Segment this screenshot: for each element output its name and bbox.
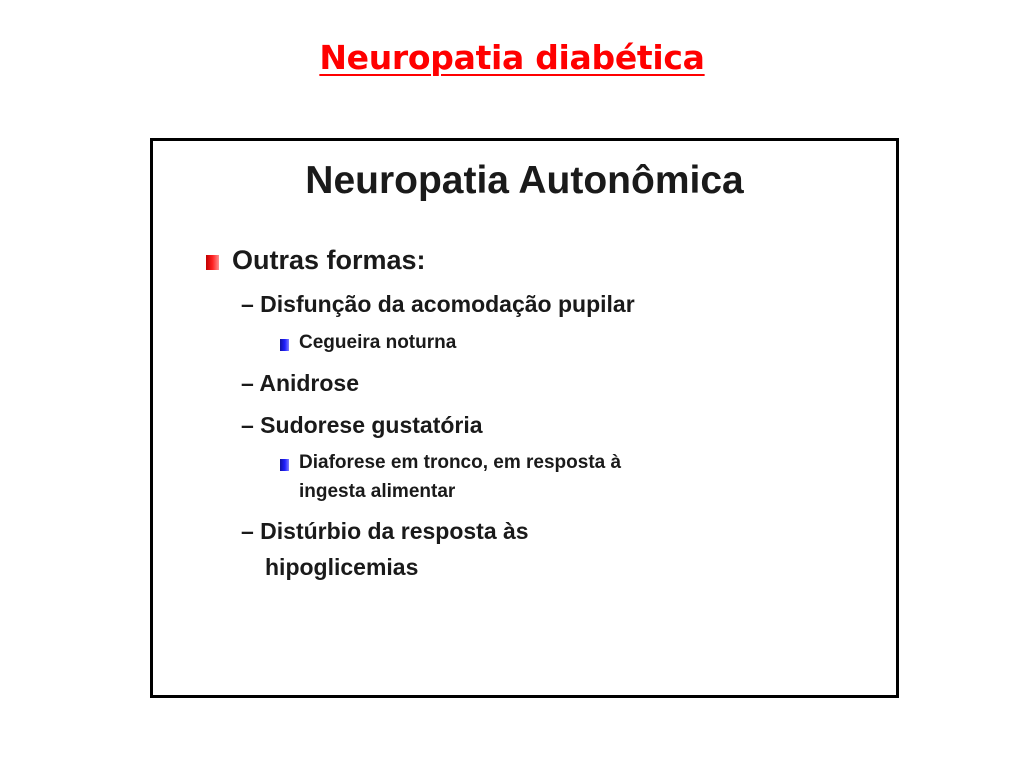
blue-square-bullet-icon [280,339,289,351]
sub-item-anidrose: – Anidrose [241,370,360,396]
bullet-outras-formas: Outras formas: [232,245,426,275]
sub-item-sudorese: – Sudorese gustatória [241,412,483,438]
sub-sub-item-diaforese-cont: ingesta alimentar [299,481,456,502]
red-square-bullet-icon [206,255,219,270]
sub-item-disfuncao: – Disfunção da acomodação pupilar [241,291,635,317]
page-title: Neuropatia diabética [319,38,705,77]
sub-item-disturbio-cont: hipoglicemias [265,554,419,580]
blue-square-bullet-icon [280,459,289,471]
sub-sub-item-cegueira: Cegueira noturna [299,332,457,353]
slide-frame [150,138,899,698]
sub-sub-item-diaforese: Diaforese em tronco, em resposta à [299,452,622,473]
slide-heading: Neuropatia Autonômica [305,159,744,202]
sub-item-disturbio: – Distúrbio da resposta às [241,518,529,544]
